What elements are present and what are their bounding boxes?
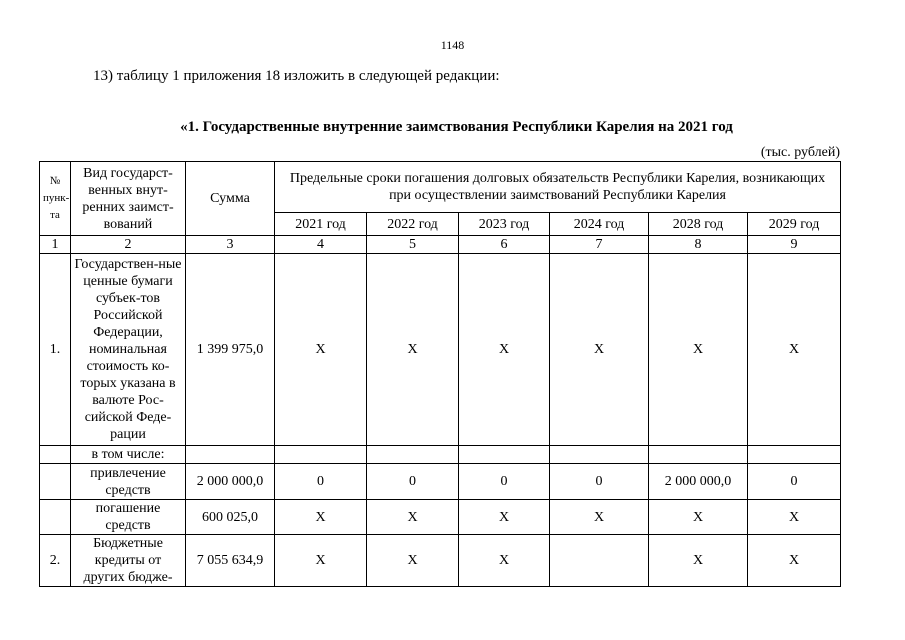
borrowings-table xyxy=(39,161,841,587)
header-year: 2022 год xyxy=(367,213,459,236)
column-index: 3 xyxy=(186,236,275,254)
row-value: X xyxy=(748,254,841,446)
row-value xyxy=(550,446,649,464)
row-sum: 600 025,0 xyxy=(186,500,275,535)
row-value: X xyxy=(275,254,367,446)
row-value: X xyxy=(649,254,748,446)
row-value: X xyxy=(459,500,550,535)
column-index: 8 xyxy=(649,236,748,254)
row-value: 0 xyxy=(459,464,550,500)
row-value: 2 000 000,0 xyxy=(649,464,748,500)
row-value: X xyxy=(550,254,649,446)
column-index: 1 xyxy=(40,236,71,254)
header-num: № пунк-та xyxy=(40,162,71,236)
column-index: 2 xyxy=(71,236,186,254)
header-year: 2029 год xyxy=(748,213,841,236)
column-index: 7 xyxy=(550,236,649,254)
row-sum xyxy=(186,446,275,464)
row-num xyxy=(40,500,71,535)
row-type: в том числе: xyxy=(71,446,186,464)
table-row xyxy=(40,464,841,500)
row-sum: 7 055 634,9 xyxy=(186,535,275,587)
column-index: 5 xyxy=(367,236,459,254)
table-row xyxy=(40,254,841,446)
row-type: Бюджетные кредиты от других бюдже- xyxy=(71,535,186,587)
header-row xyxy=(40,162,841,213)
column-index: 6 xyxy=(459,236,550,254)
units-label: (тыс. рублей) xyxy=(760,145,840,160)
row-value: X xyxy=(748,500,841,535)
row-type: привлечение средств xyxy=(71,464,186,500)
row-num xyxy=(40,464,71,500)
row-value xyxy=(748,446,841,464)
row-value: X xyxy=(275,535,367,587)
column-index-row xyxy=(40,236,841,254)
row-value: X xyxy=(275,500,367,535)
row-value: X xyxy=(748,535,841,587)
row-num xyxy=(40,446,71,464)
header-year: 2028 год xyxy=(649,213,748,236)
row-sum: 1 399 975,0 xyxy=(186,254,275,446)
row-value: X xyxy=(550,500,649,535)
column-index: 9 xyxy=(748,236,841,254)
table-row xyxy=(40,500,841,535)
row-value xyxy=(275,446,367,464)
row-value: X xyxy=(367,535,459,587)
table-title: «1. Государственные внутренние заимствования Республики Карелия на 2021 год xyxy=(180,119,733,135)
row-value: 0 xyxy=(275,464,367,500)
row-value xyxy=(367,446,459,464)
header-year: 2023 год xyxy=(459,213,550,236)
row-value: 0 xyxy=(367,464,459,500)
header-year: 2021 год xyxy=(275,213,367,236)
header-sum: Сумма xyxy=(186,162,275,236)
row-num: 1. xyxy=(40,254,71,446)
row-value: X xyxy=(459,535,550,587)
header-terms: Предельные сроки погашения долговых обязательств Республики Карелия, возникающих при осуществлении заимствований Республики Карелия xyxy=(275,162,841,213)
row-num: 2. xyxy=(40,535,71,587)
row-value: 0 xyxy=(550,464,649,500)
row-type: погашение средств xyxy=(71,500,186,535)
header-year: 2024 год xyxy=(550,213,649,236)
row-value: X xyxy=(459,254,550,446)
header-type: Вид государст-венных внут-ренних заимст-вований xyxy=(71,162,186,236)
row-value xyxy=(459,446,550,464)
column-index: 4 xyxy=(275,236,367,254)
row-value: X xyxy=(367,500,459,535)
row-value: X xyxy=(649,535,748,587)
row-value: X xyxy=(649,500,748,535)
table-row xyxy=(40,446,841,464)
row-value: 0 xyxy=(748,464,841,500)
table-row xyxy=(40,535,841,587)
page-number: 1148 xyxy=(440,38,465,52)
row-value xyxy=(550,535,649,587)
intro-text: 13) таблицу 1 приложения 18 изложить в следующей редакции: xyxy=(93,68,500,84)
row-sum: 2 000 000,0 xyxy=(186,464,275,500)
row-type: Государствен-ные ценные бумаги субъек-тов Российской Федерации, номинальная стоимость ко-торых указана в валюте Рос-сийской Феде-рации xyxy=(71,254,186,446)
row-value: X xyxy=(367,254,459,446)
row-value xyxy=(649,446,748,464)
